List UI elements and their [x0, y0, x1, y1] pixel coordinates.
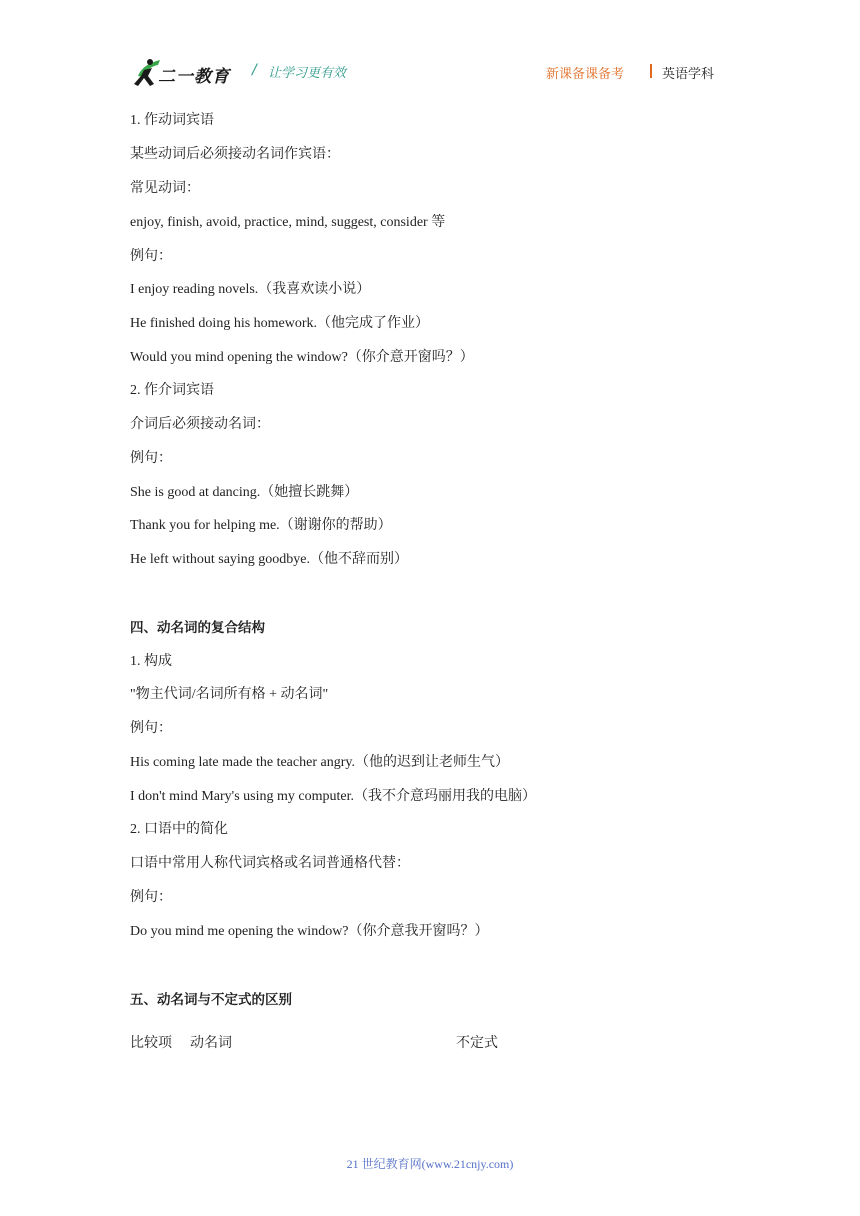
text-line: "物主代词/名词所有格 + 动名词": [130, 687, 329, 702]
logo: [132, 56, 242, 90]
text-line: 常见动词：: [130, 181, 200, 196]
table-header-compare: 比较项: [130, 1036, 172, 1051]
example-sentence: I enjoy reading novels.（我喜欢读小说）: [130, 282, 371, 297]
text-line: 口语中常用人称代词宾格或名词普通格代替：: [130, 856, 410, 871]
section-heading-5: 五、动名词与不定式的区别: [130, 992, 292, 1008]
page-footer: 21 世纪教育网(www.21cnjy.com): [346, 1157, 514, 1171]
example-sentence: She is good at dancing.（她擅长跳舞）: [130, 485, 359, 500]
header-slogan: 让学习更有效: [268, 66, 347, 81]
section-heading-4: 四、动名词的复合结构: [130, 620, 265, 636]
example-sentence: Would you mind opening the window?（你介意开窗吗？）: [130, 350, 474, 365]
logo-text: 二一教育: [158, 67, 230, 87]
example-sentence: His coming late made the teacher angry.（他的迟到让老师生气）: [130, 755, 509, 770]
table-header-infinitive: 不定式: [456, 1036, 498, 1051]
page-header: [0, 0, 860, 100]
header-subject: 英语学科: [662, 67, 715, 82]
text-line: 某些动词后必须接动名词作宾语：: [130, 147, 340, 162]
text-line: 例句：: [130, 249, 172, 264]
table-header-gerund: 动名词: [190, 1036, 232, 1051]
text-line: 介词后必须接动名词：: [130, 417, 270, 432]
text-line: enjoy, finish, avoid, practice, mind, suggest, consider 等: [130, 215, 446, 230]
example-sentence: Thank you for helping me.（谢谢你的帮助）: [130, 518, 392, 533]
text-line: 例句：: [130, 721, 172, 736]
header-slash: /: [252, 62, 257, 78]
header-course-label: 新课备课备考: [546, 67, 625, 82]
list-item-title: 1. 构成: [130, 654, 172, 669]
example-sentence: He left without saying goodbye.（他不辞而别）: [130, 552, 409, 567]
list-item-title: 2. 口语中的简化: [130, 822, 228, 837]
example-sentence: I don't mind Mary's using my computer.（我不介意玛丽用我的电脑）: [130, 789, 536, 804]
list-item-verb-object-title: 1. 作动词宾语: [130, 113, 214, 128]
text-line: 例句：: [130, 890, 172, 905]
text-line: 例句：: [130, 451, 172, 466]
list-item-prep-object-title: 2. 作介词宾语: [130, 383, 214, 398]
example-sentence: He finished doing his homework.（他完成了作业）: [130, 316, 430, 331]
header-divider: [650, 64, 652, 78]
example-sentence: Do you mind me opening the window?（你介意我开窗吗？）: [130, 924, 489, 939]
